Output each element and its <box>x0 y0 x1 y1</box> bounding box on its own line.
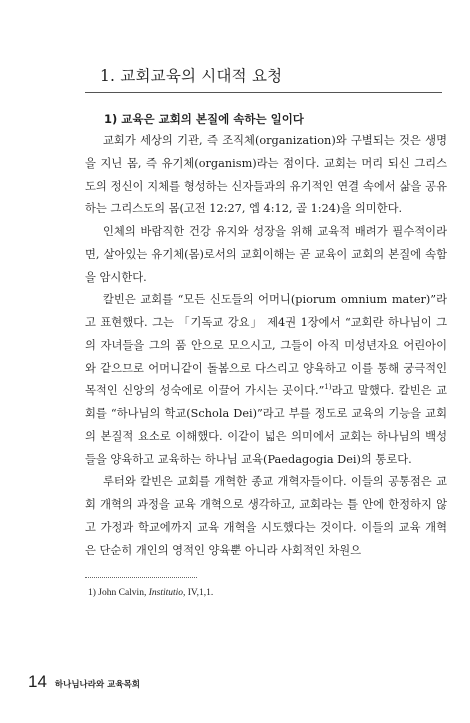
section-heading: 1) 교육은 교회의 본질에 속하는 일이다 <box>104 112 304 126</box>
paragraph-3-text-a: 칼빈은 교회를 “모든 신도들의 어머니(piorum omnium mater)”라고 표현했다. 그는 「기독교 강요」 제4권 1장에서 “교회란 하나님이 그의 자녀들을 그의 품 안으로 모으시고, 그들이 아직 미성년자요 어린아이와 같으므로 어머니같이 돌봄으로 다스리고 양육하고 이를 통해 궁극적인 목적인 신앙의 성숙에로 이끌어 가시는 곳이다.” <box>85 293 447 398</box>
paragraph-1: 교회가 세상의 기관, 즉 조직체(organization)와 구별되는 것은 생명을 지닌 몸, 즉 유기체(organism)라는 점이다. 교회는 머리 되신 그리스도의 정신이 지체를 형성하는 신자들과의 유기적인 연결 속에서 삶을 공유하는 그리스도의 몸(고전 12:27, 엡 4:12, 골 1:24)을 의미한다. <box>85 134 447 216</box>
footnote-work-title: Institutio, <box>148 588 186 598</box>
footnote-separator <box>85 577 197 578</box>
paragraph-4: 루터와 칼빈은 교회를 개혁한 종교 개혁자들이다. 이들의 공통점은 교회 개혁의 과정을 교육 개혁으로 생각하고, 교회라는 틀 안에 한정하지 않고 가정과 학교에까지 교육 개혁을 시도했다는 것이다. 이들의 교육 개혁은 단순히 개인의 영적인 양육뿐 아니라 사회적인 차원으 <box>85 475 447 557</box>
footnote-reference: 1) <box>324 383 332 392</box>
page-number: 14 <box>28 672 47 691</box>
paragraph-2: 인체의 바람직한 건강 유지와 성장을 위해 교육적 배려가 필수적이라면, 살아있는 유기체(몸)로서의 교회이해는 곧 교육이 교회의 본질에 속함을 암시한다. <box>85 225 447 284</box>
paragraph-3 <box>85 289 447 471</box>
footnote-reference-location: IV,1,1. <box>187 588 214 598</box>
footnote-marker: 1) <box>88 588 96 598</box>
chapter-title: 1. 교회교육의 시대적 요청 <box>100 67 283 85</box>
body-text <box>85 130 447 562</box>
page-footer <box>28 672 140 692</box>
chapter-title-underline <box>85 92 442 93</box>
footnote <box>88 588 438 598</box>
paragraph-3-text-b: 라고 말했다. 칼빈은 교회를 “하나님의 학교(Schola Dei)”라고 부를 정도로 교육의 기능을 교회의 본질적 요소로 이해했다. 이같이 넓은 의미에서 교회는 하나님의 백성들을 양육하고 교육하는 하나님 교육(Paedagogia Dei)의 통로다. <box>85 384 447 466</box>
footnote-author: John Calvin, <box>98 588 147 598</box>
running-title: 하나님나라와 교육목회 <box>54 680 140 690</box>
